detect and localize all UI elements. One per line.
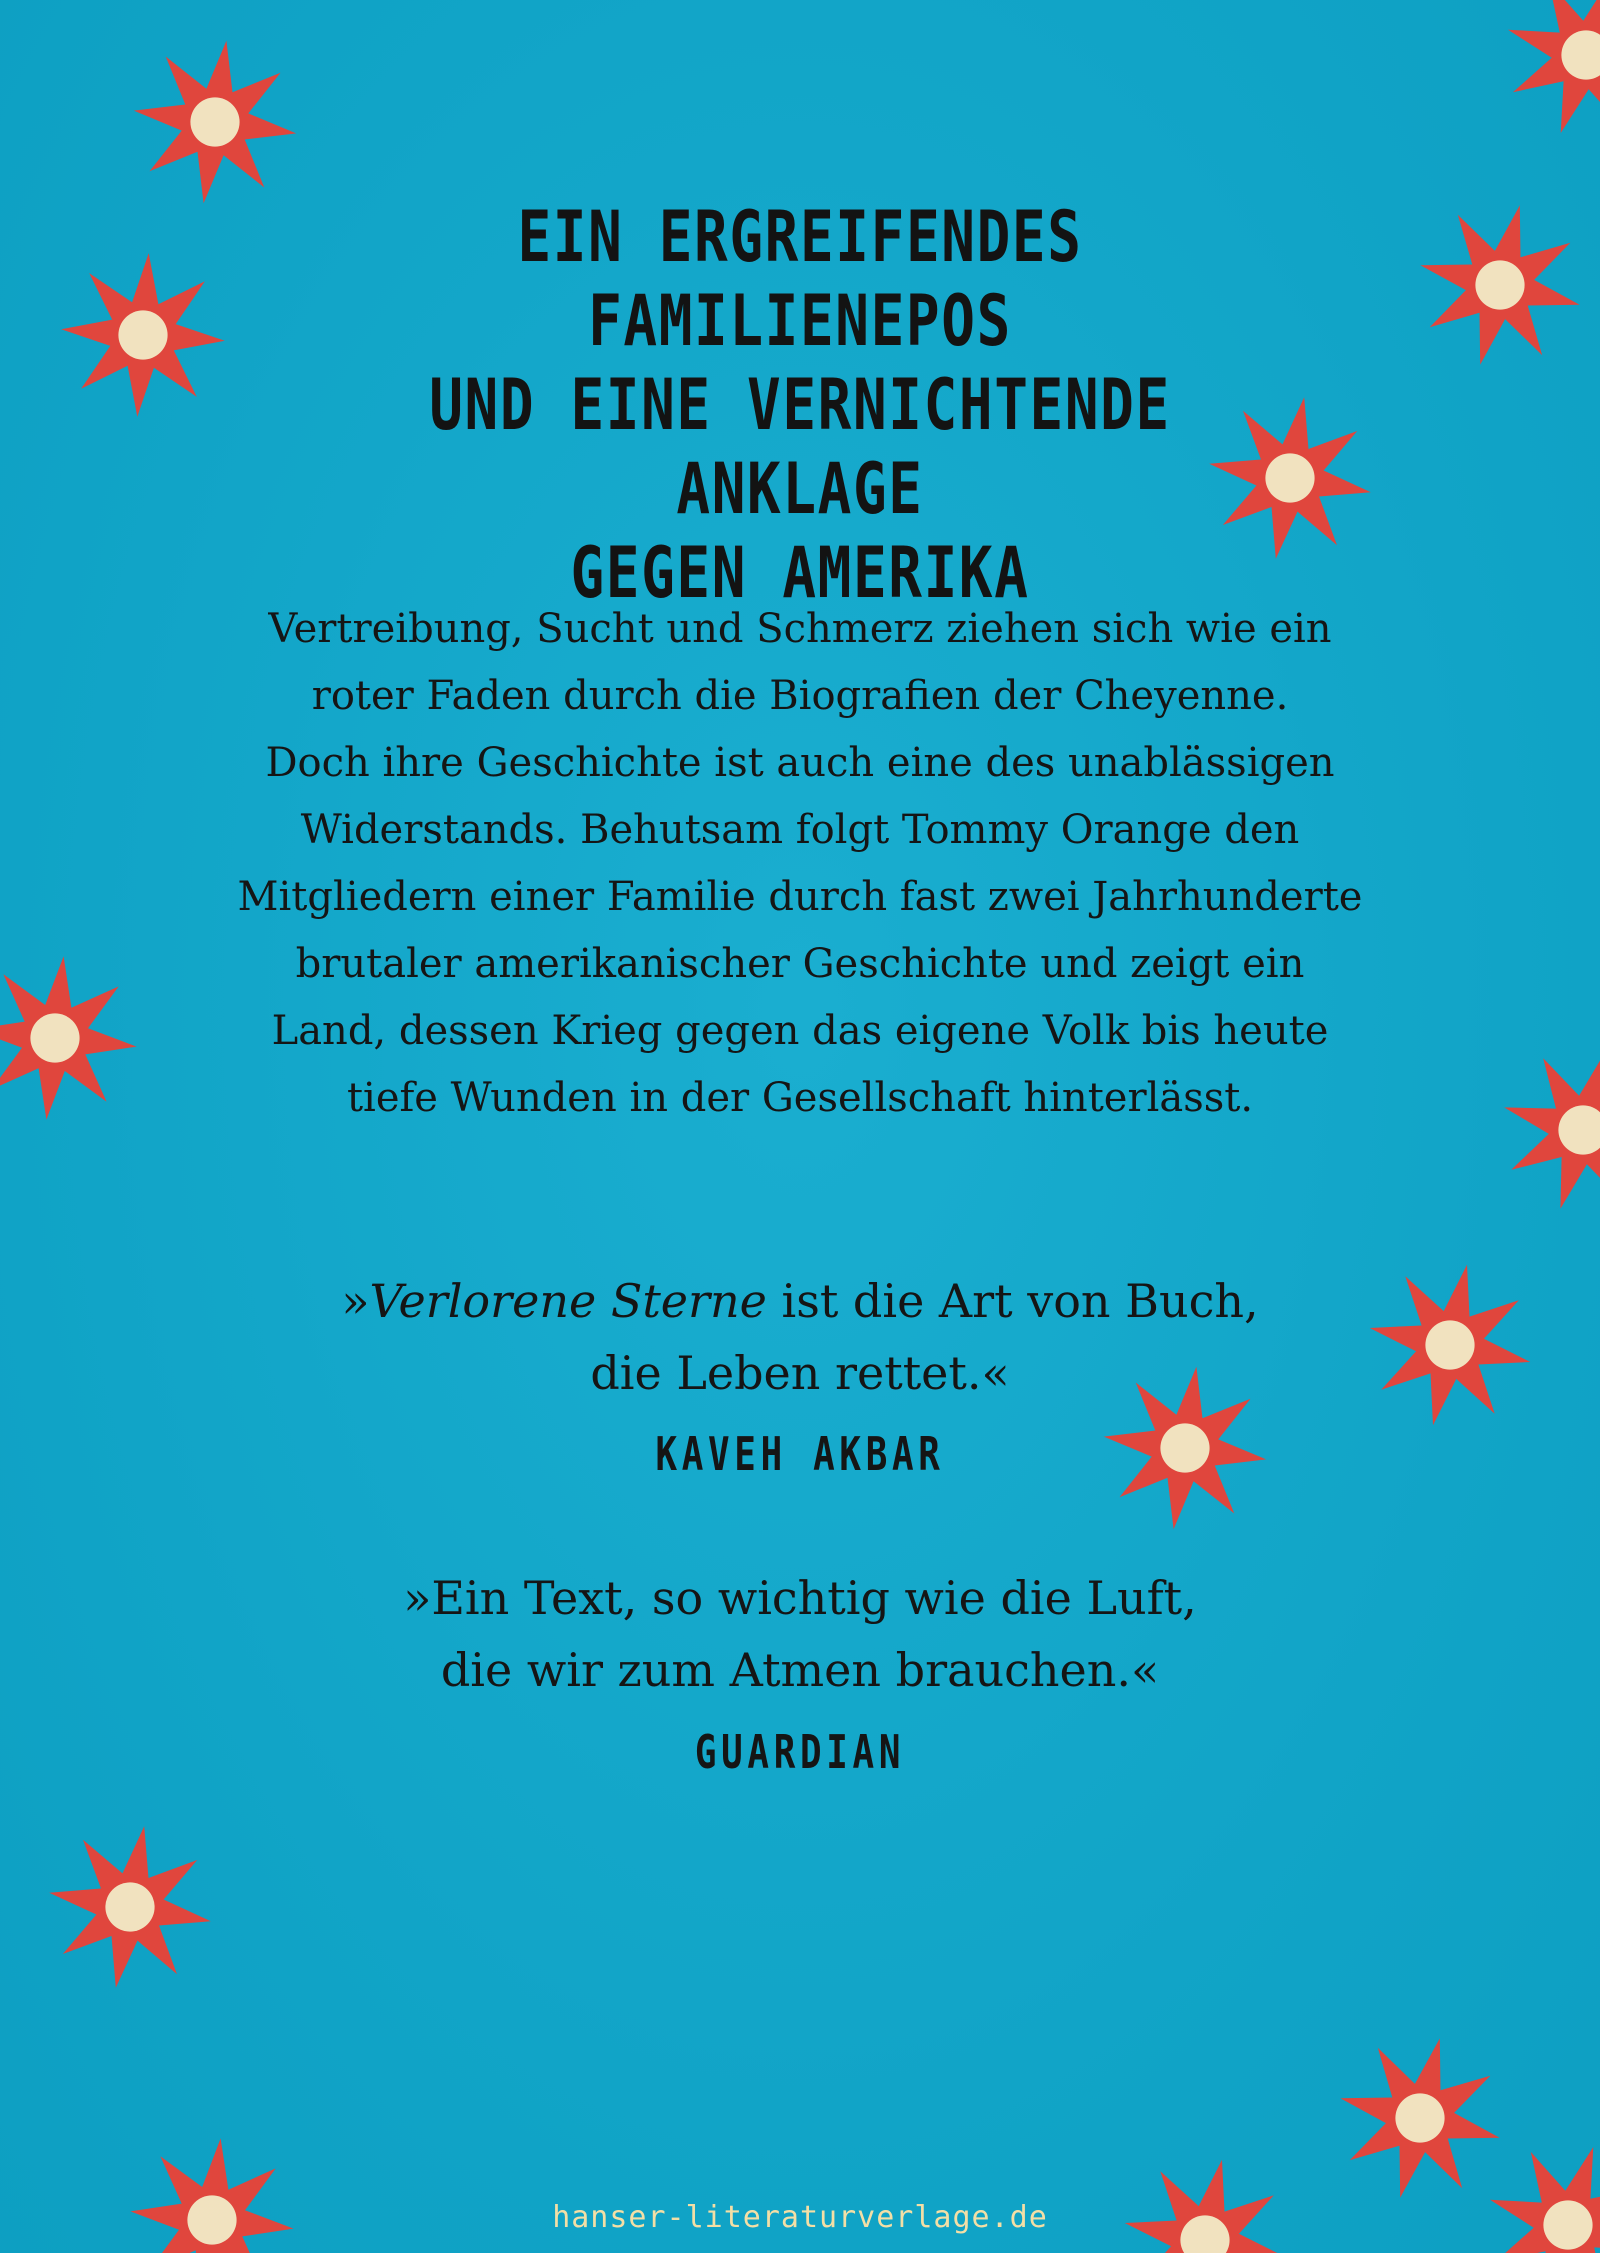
blurb-line: roter Faden durch die Biografien der Cheyenne. [311, 673, 1289, 719]
star-icon [134, 41, 296, 203]
star-icon [1504, 1051, 1600, 1209]
star-icon [49, 1826, 211, 1988]
star-icon [0, 956, 137, 1119]
star-center [1160, 1423, 1209, 1472]
star-center [190, 97, 239, 146]
publisher-url[interactable]: hanser-literaturverlage.de [552, 2200, 1048, 2235]
star-icon [1508, 0, 1600, 133]
star-center [187, 2195, 236, 2244]
review-quote-2 [200, 1562, 1400, 1706]
blurb-line: tiefe Wunden in der Gesellschaft hinterlässt. [346, 1075, 1254, 1121]
book-title: Verlorene Sterne [369, 1274, 767, 1328]
star-icon [1340, 2038, 1499, 2197]
review-quote-1 [200, 1265, 1400, 1409]
quote-1-attribution: KAVEH AKBAR [655, 1427, 945, 1481]
star-icon [1420, 205, 1579, 364]
blurb-line: Widerstands. Behutsam folgt Tommy Orange den [300, 807, 1300, 853]
star-center [1395, 2093, 1444, 2142]
headline-line-3: GEGEN AMERIKA [570, 532, 1030, 614]
blurb-line: Doch ihre Geschichte ist auch eine des unablässigen [265, 740, 1335, 786]
star-center [1475, 260, 1524, 309]
quote-open-mark: » [341, 1274, 370, 1328]
blurb-line: brutaler amerikanischer Geschichte und zeigt ein [295, 941, 1305, 987]
blurb-line: Vertreibung, Sucht und Schmerz ziehen sich wie ein [268, 606, 1332, 652]
quote-1-rest: ist die Art von Buch, [766, 1274, 1259, 1328]
headline-line-2: UND EINE VERNICHTENDE ANKLAGE [429, 364, 1171, 530]
star-center [30, 1013, 79, 1062]
star-center [118, 310, 167, 359]
headline [320, 195, 1280, 615]
star-center [105, 1882, 154, 1931]
headline-line-1: EIN ERGREIFENDES FAMILIENEPOS [517, 196, 1083, 362]
star-icon [1490, 2147, 1600, 2253]
blurb-line: Land, dessen Krieg gegen das eigene Volk bis heute [271, 1008, 1329, 1054]
quote-1-line-1 [200, 1265, 1400, 1337]
star-center [1425, 1320, 1474, 1369]
quote-1-line-2: die Leben rettet.« [590, 1346, 1010, 1400]
blurb-text [180, 596, 1420, 1132]
star-center [1543, 2200, 1592, 2249]
star-icon [130, 2138, 293, 2253]
quote-2-line-1: »Ein Text, so wichtig wie die Luft, [403, 1571, 1197, 1625]
quote-2-line-2: die wir zum Atmen brauchen.« [440, 1643, 1160, 1697]
quote-2-attribution: GUARDIAN [694, 1725, 906, 1779]
blurb-line: Mitgliedern einer Familie durch fast zwei Jahrhunderte [237, 874, 1363, 920]
star-icon [61, 253, 225, 417]
